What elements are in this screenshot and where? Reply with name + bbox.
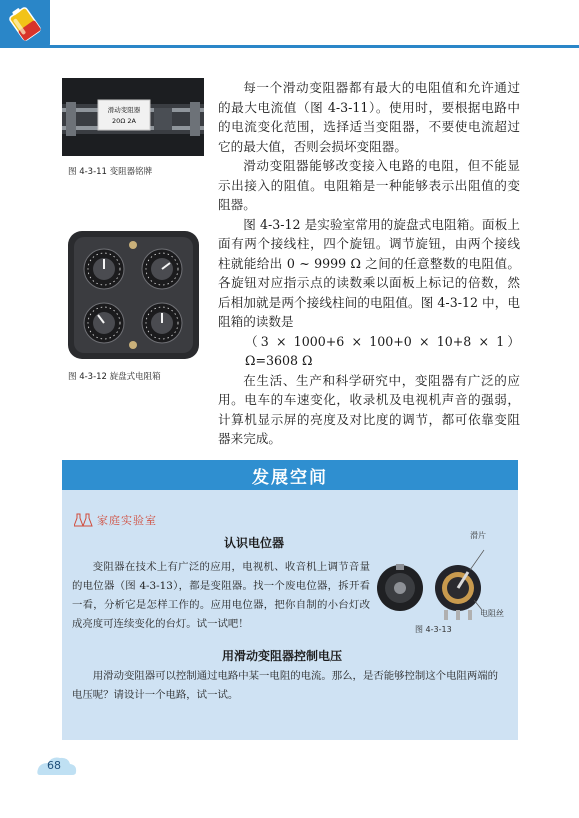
section-title-voltage-control: 用滑动变阻器控制电压 — [222, 649, 343, 663]
chapter-badge — [0, 0, 50, 48]
paragraph-applications: 在生活、生产和科学研究中，变阻器有广泛的应用。电车的车速变化，收录机及电视机声音的强弱，计算机显示屏的亮度及对比度的调节，都可依靠变阻器来完成。 — [218, 372, 520, 446]
rheostat-nameplate-photo — [62, 78, 204, 156]
potentiometer-paragraph: 变阻器在技术上有广泛的应用，电视机、收音机上调节音量的电位器（图 4-3-13），都是变阻器。找一个废电位器，拆开看一看，分析它是怎样工作的。应用电位器，把你自制的小台灯改成亮度可连续变化的台灯。试一试吧！ — [72, 561, 370, 630]
paragraph-resistance-box-intro: 滑动变阻器能够改变接入电路的电阻，但不能显示出接入的阻值。电阻箱是一种能够表示出阻值的变阻器。 — [218, 158, 520, 212]
label-resistance-wire: 电阻丝 — [480, 609, 504, 618]
label-slider: 滑片 — [470, 531, 486, 540]
header-stripe — [0, 45, 579, 48]
section-text-voltage-control — [72, 667, 508, 705]
panel-title: 发展空间 — [252, 468, 328, 488]
reading-formula: （3 × 1000+6 × 100+0 × 10+8 × 1） Ω=3608 Ω — [245, 333, 520, 368]
home-lab-header — [74, 512, 157, 528]
header-band — [0, 0, 579, 48]
home-lab-label: 家庭实验室 — [97, 514, 157, 527]
flask-icon — [74, 512, 94, 528]
figure-caption-4-3-12: 图 4-3-12 旋盘式电阻箱 — [68, 372, 161, 382]
figure-caption-4-3-13: 图 4-3-13 — [415, 625, 452, 634]
page-number: 68 — [47, 759, 61, 772]
battery-icon — [8, 6, 42, 42]
section-title-potentiometer: 认识电位器 — [224, 536, 285, 550]
figure-caption-4-3-11: 图 4-3-11 变阻器铭牌 — [68, 167, 153, 177]
section-text-potentiometer — [72, 558, 370, 634]
plate-text-rating: 20Ω 2A — [112, 117, 136, 125]
main-body-text — [218, 78, 520, 449]
paragraph-max-values: 每一个滑动变阻器都有最大的电阻值和允许通过的最大电流值（图 4-3-11）。使用时，要根据电路中的电流变化范围，选择适当变阻器，不要使电流超过它的最大值，否则会损坏变阻器。 — [218, 80, 520, 154]
voltage-control-paragraph: 用滑动变阻器可以控制通过电路中某一电阻的电流。那么，是否能够控制这个电阻两端的电压呢？请设计一个电路，试一试。 — [72, 670, 499, 701]
plate-text-title: 滑动变阻器 — [107, 106, 141, 114]
resistance-box-photo — [62, 225, 205, 365]
development-space-panel — [62, 460, 518, 740]
paragraph-resistance-box-reading: 图 4-3-12 是实验室常用的旋盘式电阻箱。面板上面有两个接线柱，四个旋钮。调节旋钮，由两个接线柱就能给出 0 ~ 9999 Ω 之间的任意整数的电阻值。各旋钮对应指示点的读数乘以面板上标记的倍数，然后相加就是两个接线柱间的电阻值。图 4-3-12 中，电阻箱的读数是 — [218, 216, 520, 329]
